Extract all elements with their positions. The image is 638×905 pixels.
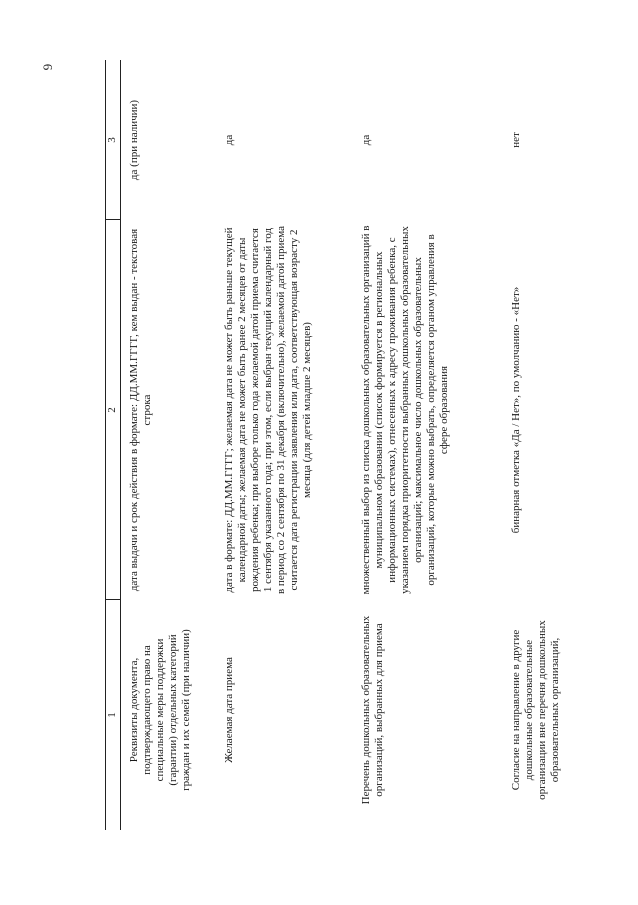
header-col-2: 2	[106, 407, 118, 413]
row-3-description: множественный выбор из списка дошкольных образовательных организаций в муниципальном образовании (список формируется в региональных информационных системах), отнесенных к адресу проживания ребенка, с указанием порядка приоритетности выбранных дошкольных образовательных организаций; максимальное число дошкольных образовательных организаций, которые можно выбрать, определяется органом управления в сфере образования	[360, 225, 450, 595]
row-4-field: Согласие на направление в другие дошкольные образовательные организации вне перечня дошкольных образовательных организаций,	[510, 620, 561, 800]
row-1-description: дата выдачи и срок действия в формате: ДД.ММ.ГГГГ, кем выдан - текстовая строка	[128, 228, 153, 592]
row-3-field: Перечень дошкольных образовательных организаций, выбранных для приема	[360, 615, 385, 805]
row-2-required: да	[223, 134, 235, 146]
page-number: 6	[40, 63, 56, 71]
row-2-field: Желаемая дата приема	[223, 657, 235, 763]
row-4-required: нет	[510, 132, 522, 148]
row-1-required: да (при наличии)	[128, 99, 140, 181]
row-1-field: Реквизиты документа, подтверждающего право на специальные меры поддержки (гарантии) отдельных категорий граждан и их семей (при наличии)	[128, 629, 192, 791]
header-col-3: 3	[106, 137, 118, 143]
row-2-description: дата в формате: ДД.ММ.ГГГГ; желаемая дата не может быть раньше текущей календарной даты; желаемая дата не может быть ранее 2 месяцев от даты рождения ребенка; при выборе только года желаемой датой приема считается 1 сентября указанного года; при этом, если выбран текущий календарный год в период со 2 сентября по 31 декабря (включительно), желаемой датой приема считается дата регистрации заявления или дата, соответствующая возрасту 2 месяца (для детей младше 2 месяцев)	[223, 225, 313, 595]
row-4-description: бинарная отметка «Да / Нет», по умолчанию - «Нет»	[510, 286, 522, 534]
header-col-1: 1	[106, 712, 118, 718]
header-bottom-border	[120, 60, 121, 830]
data-table	[105, 60, 605, 830]
row-3-required: да	[360, 134, 372, 146]
